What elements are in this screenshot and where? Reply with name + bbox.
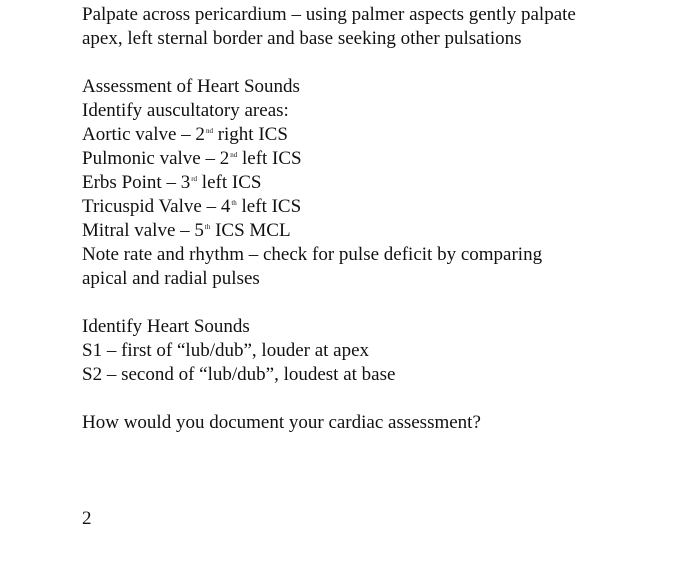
- ordinal-suffix: nd: [230, 151, 238, 159]
- s2-line: S2 – second of “lub/dub”, loudest at base: [82, 364, 396, 385]
- blank-line: [82, 387, 682, 411]
- blank-line: [82, 291, 682, 315]
- ordinal-suffix: th: [204, 223, 211, 231]
- area-location: left ICS: [237, 148, 302, 169]
- documentation-question: How would you document your cardiac assessment?: [82, 412, 481, 433]
- area-text: Erbs Point – 3: [82, 172, 191, 193]
- ordinal-suffix: nd: [205, 127, 213, 135]
- area-text: Tricuspid Valve – 4: [82, 196, 231, 217]
- identify-heart-sounds-heading: Identify Heart Sounds: [82, 316, 250, 337]
- palpation-line-2: apex, left sternal border and base seeking other pulsations: [82, 28, 522, 49]
- area-text: Aortic valve – 2: [82, 124, 205, 145]
- rate-rhythm-line-1: Note rate and rhythm – check for pulse deficit by comparing: [82, 244, 543, 265]
- s1-line: S1 – first of “lub/dub”, louder at apex: [82, 340, 370, 361]
- area-location: right ICS: [212, 124, 288, 145]
- palpation-line-1: Palpate across pericardium – using palmer aspects gently palpate: [82, 4, 576, 25]
- ordinal-suffix: rd: [191, 175, 198, 183]
- area-location: left ICS: [197, 172, 262, 193]
- blank-line: [82, 51, 682, 75]
- area-text: Mitral valve – 5: [82, 220, 204, 241]
- tricuspid-valve-line: [82, 195, 682, 219]
- pulmonic-valve-line: [82, 147, 682, 171]
- heart-sounds-heading: Assessment of Heart Sounds: [82, 76, 300, 97]
- area-text: Pulmonic valve – 2: [82, 148, 230, 169]
- document-page: [82, 3, 682, 435]
- aortic-valve-line: [82, 123, 682, 147]
- area-location: left ICS: [236, 196, 302, 217]
- mitral-valve-line: [82, 219, 682, 243]
- page-number: 2: [82, 508, 92, 529]
- ordinal-suffix: th: [231, 199, 237, 207]
- rate-rhythm-line-2: apical and radial pulses: [82, 268, 260, 289]
- auscultatory-areas-intro: Identify auscultatory areas:: [82, 100, 289, 121]
- area-location: ICS MCL: [210, 220, 291, 241]
- erbs-point-line: [82, 171, 682, 195]
